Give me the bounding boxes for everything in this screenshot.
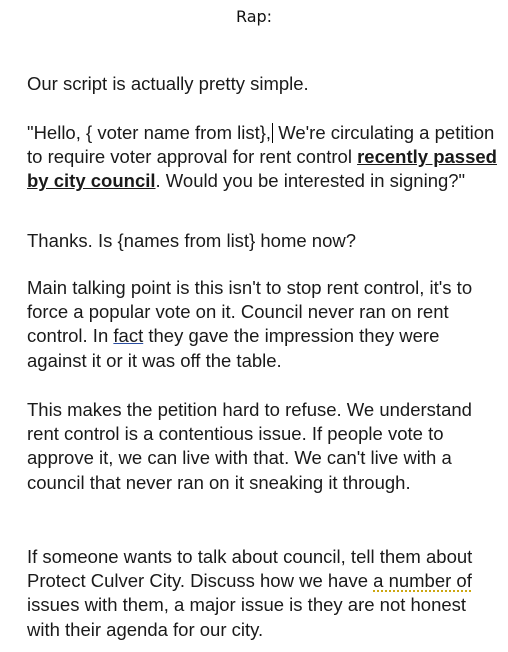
council-paragraph [27,545,497,642]
thanks-paragraph: Thanks. Is {names from list} home now? [27,230,357,251]
talking-point-end: they gave the impression they were against it or it was off the table. [27,325,440,371]
script-body: We're circulating a petition to require voter approval for rent control [27,122,495,168]
grammar-suggestion-flag[interactable]: a number of [373,570,472,592]
script-emphasis: recently passed by city council [27,146,497,192]
fact-word-flag[interactable]: fact [113,325,144,347]
intro-paragraph: Our script is actually pretty simple. [27,73,309,94]
council-end: issues with them, a major issue is they are not honest with their agenda for our city. [27,594,467,640]
refuse-paragraph: This makes the petition hard to refuse. We understand rent control is a contentious issue. If people vote to approve it, we can live with that. We can't live with a council that never ran on it sneaking it through. [27,399,472,493]
talking-point-start: Main talking point is this isn't to stop rent control, it's to force a popular vote on it. Council never ran on rent control. In [27,277,473,347]
script-paragraph [27,121,497,194]
script-greeting: "Hello, { voter name from list}, [27,122,272,143]
document-title: Rap: [235,7,273,26]
script-closing: . Would you be interested in signing?" [155,170,466,192]
talking-point-paragraph [27,276,497,373]
council-start: If someone wants to talk about council, tell them about Protect Culver City. Discuss how we have [27,546,473,592]
